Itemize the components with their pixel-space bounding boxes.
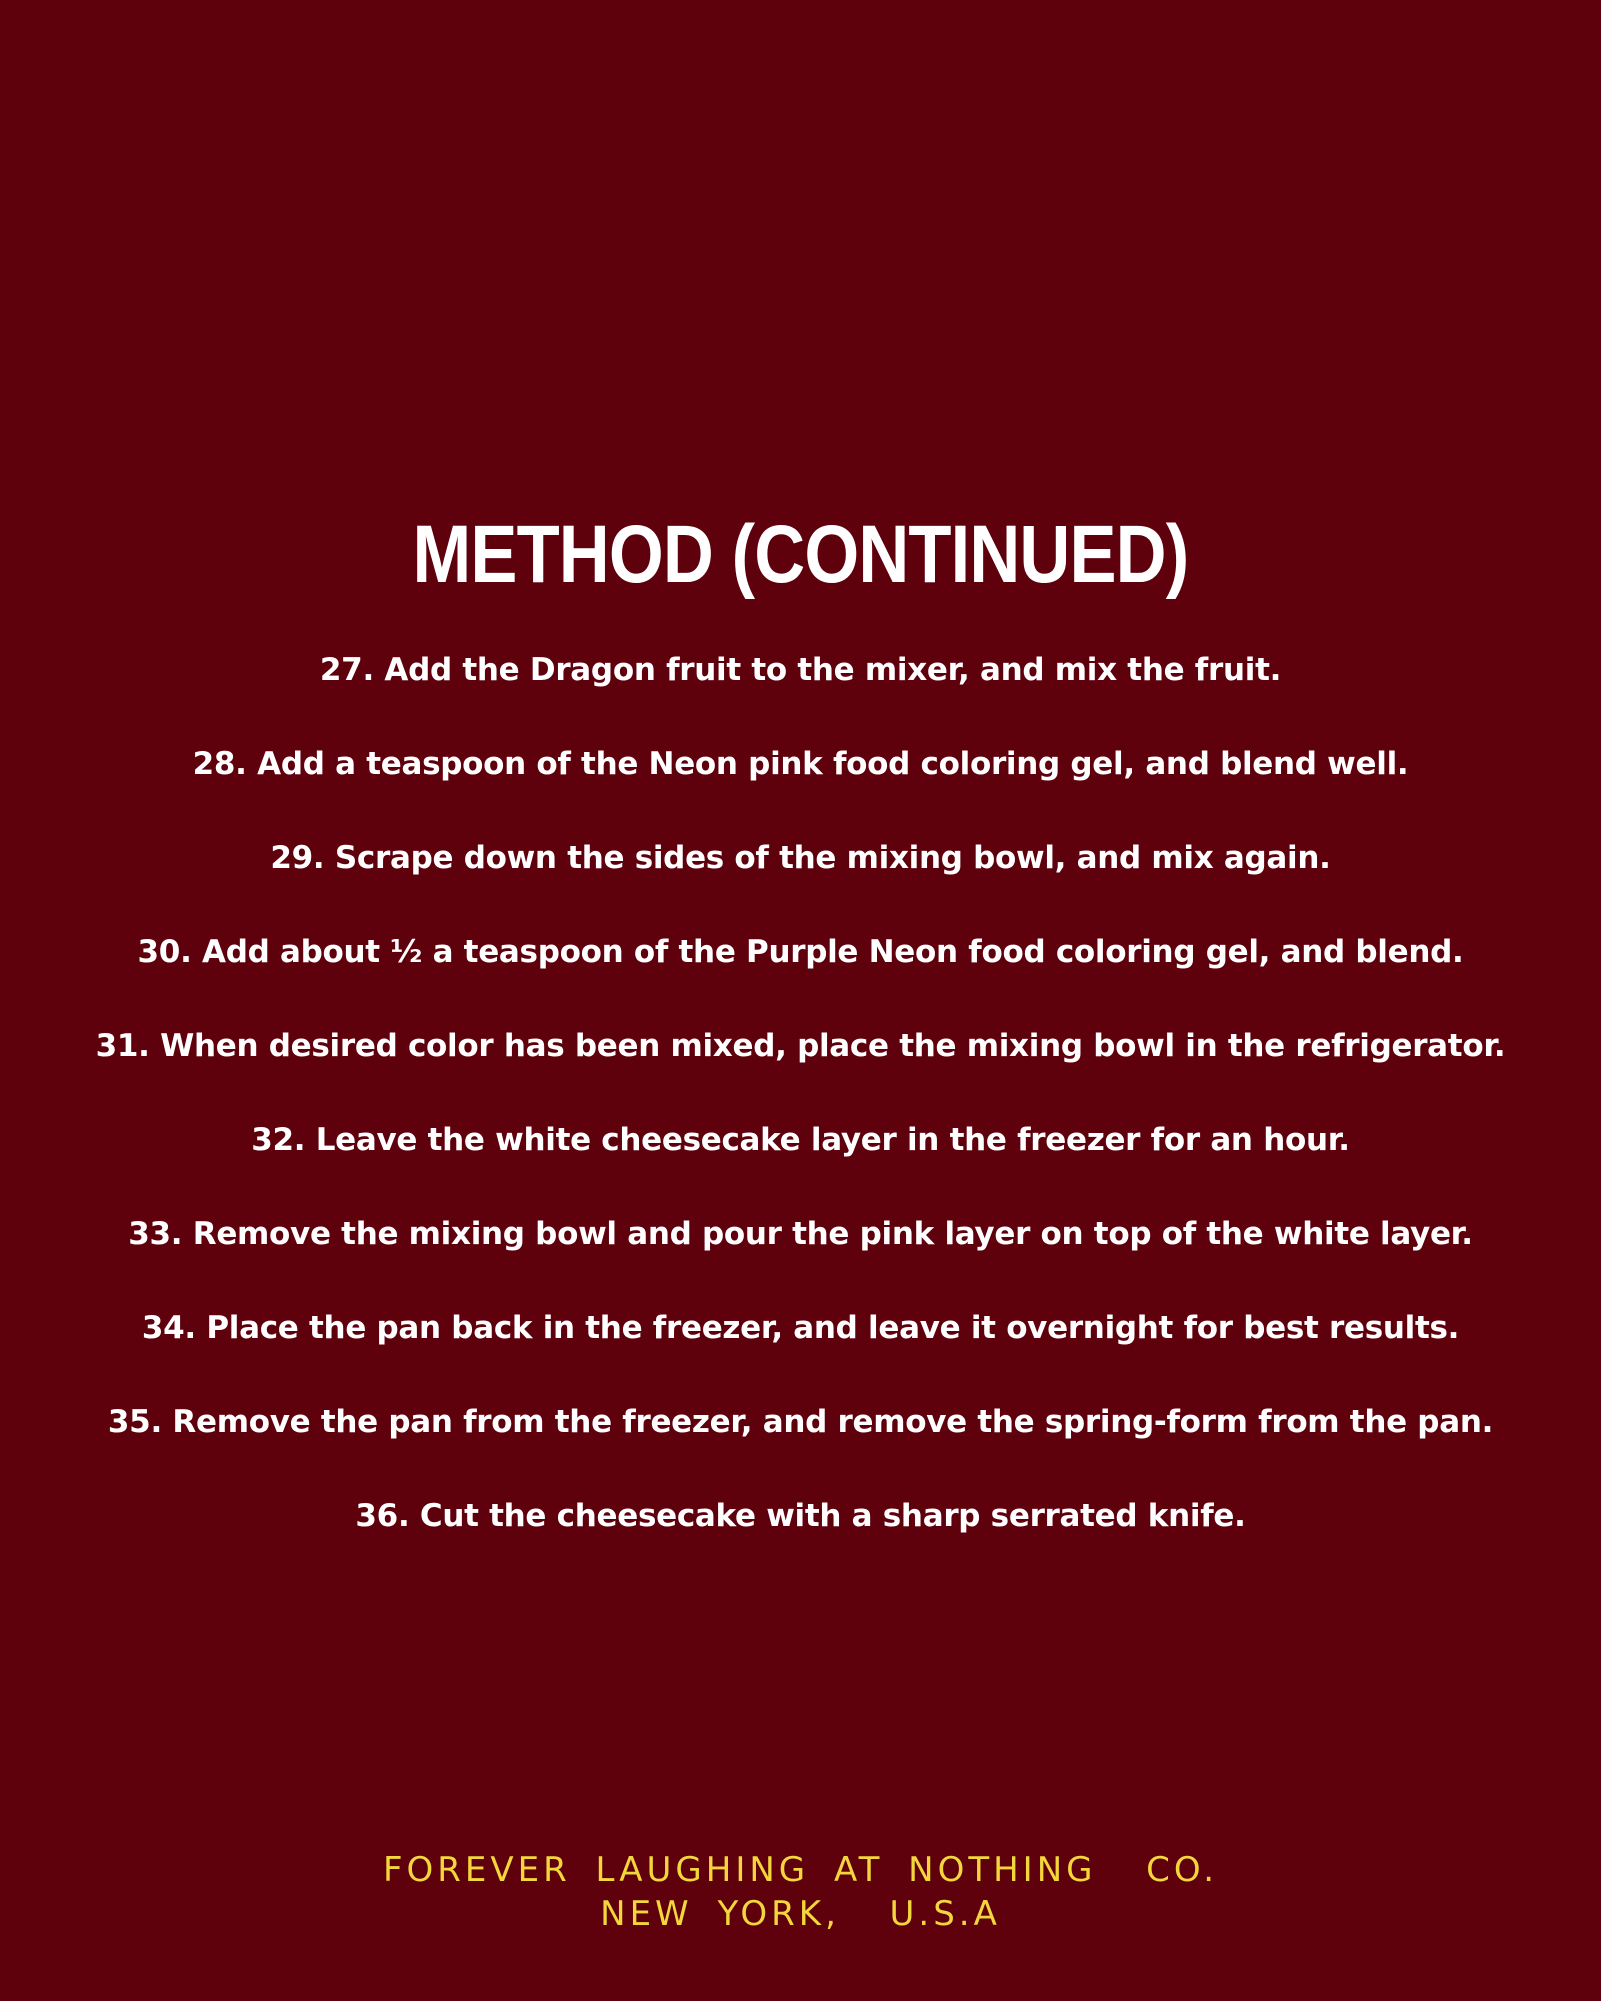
company-location: NEW YORK, U.S.A	[600, 1894, 1001, 1934]
method-step: 34. Place the pan back in the freezer, and leave it overnight for best results.	[141, 1310, 1460, 1346]
method-step: 29. Scrape down the sides of the mixing bowl, and mix again.	[270, 840, 1331, 876]
method-step: 36. Cut the cheesecake with a sharp serrated knife.	[355, 1498, 1246, 1534]
company-name: FOREVER LAUGHING AT NOTHING CO.	[382, 1850, 1219, 1890]
method-step: 32. Leave the white cheesecake layer in the freezer for an hour.	[251, 1122, 1350, 1158]
method-step: 27. Add the Dragon fruit to the mixer, and mix the fruit.	[319, 652, 1282, 688]
page-title: METHOD (CONTINUED)	[412, 509, 1189, 600]
method-step: 28. Add a teaspoon of the Neon pink food coloring gel, and blend well.	[192, 746, 1409, 782]
company-footer	[0, 1848, 1601, 1936]
method-step: 35. Remove the pan from the freezer, and remove the spring-form from the pan.	[107, 1404, 1494, 1440]
method-step: 30. Add about ½ a teaspoon of the Purple Neon food coloring gel, and blend.	[137, 934, 1464, 970]
method-step: 33. Remove the mixing bowl and pour the pink layer on top of the white layer.	[128, 1216, 1473, 1252]
method-step: 31. When desired color has been mixed, place the mixing bowl in the refrigerator.	[95, 1028, 1506, 1064]
method-steps-list	[0, 645, 1601, 1585]
